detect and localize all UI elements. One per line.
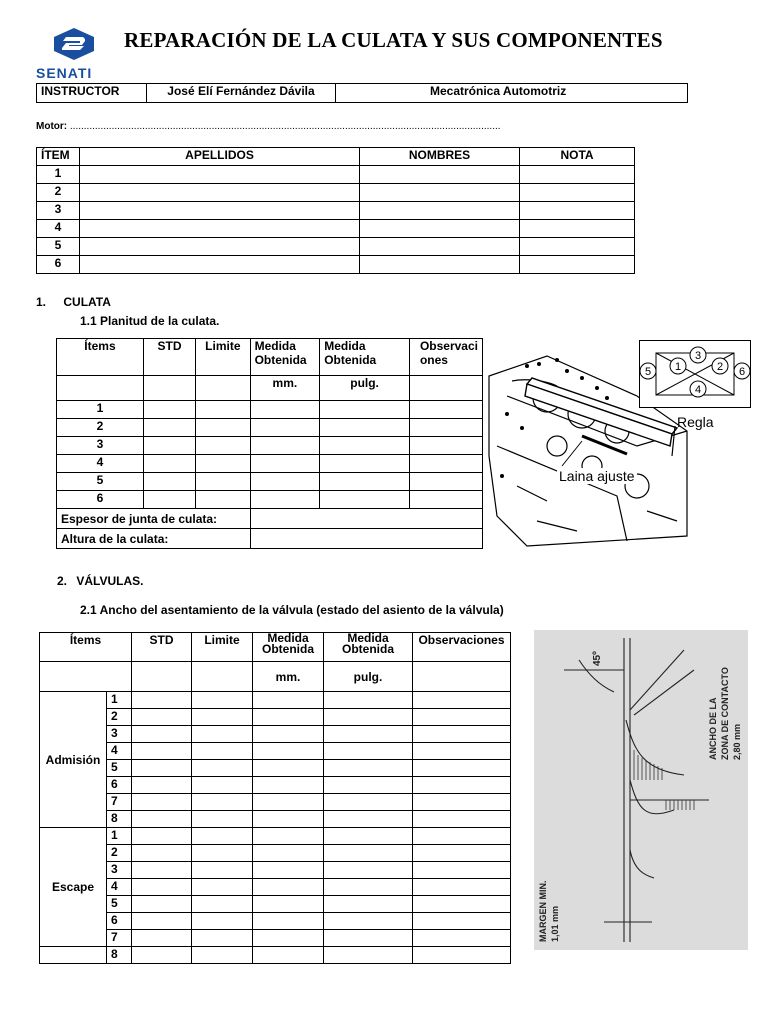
apellidos-cell[interactable] (80, 184, 360, 202)
header-item: ÍTEM (37, 148, 80, 166)
pulg-cell[interactable] (324, 726, 413, 743)
senati-logo (36, 26, 112, 81)
students-table (36, 147, 635, 274)
instructor-label: INSTRUCTOR (37, 84, 147, 103)
std-cell[interactable] (132, 896, 192, 913)
valve-number: 6 (107, 913, 132, 930)
row-number: 1 (57, 401, 144, 419)
point-3: 3 (694, 350, 702, 362)
obs-cell[interactable] (409, 455, 482, 473)
section2-subheading: 2.1 Ancho del asentamiento de la válvula (estado del asiento de la válvula) (80, 603, 504, 617)
pulg-cell[interactable] (324, 828, 413, 845)
header-apellidos: APELLIDOS (80, 148, 360, 166)
row-number: 2 (37, 184, 80, 202)
program-name: Mecatrónica Automotriz (336, 84, 688, 103)
obs-cell[interactable] (413, 947, 511, 964)
limite-cell[interactable] (196, 401, 251, 419)
valve-number: 4 (107, 743, 132, 760)
limite-cell[interactable] (196, 419, 251, 437)
senati-logo-icon (36, 26, 112, 62)
margin-label: MARGEN MIN. (538, 880, 548, 942)
std-cell[interactable] (143, 473, 195, 491)
apellidos-cell[interactable] (80, 238, 360, 256)
nota-cell[interactable] (520, 184, 635, 202)
point-4: 4 (694, 384, 702, 396)
mm-cell[interactable] (253, 726, 324, 743)
pulg-cell[interactable] (324, 811, 413, 828)
limite-cell[interactable] (192, 879, 253, 896)
pulg-cell[interactable] (324, 743, 413, 760)
std-cell[interactable] (132, 709, 192, 726)
std-cell[interactable] (143, 419, 195, 437)
obs-cell[interactable] (413, 845, 511, 862)
table-row (57, 473, 483, 491)
obs-cell[interactable] (413, 709, 511, 726)
header-observaciones: Observaciones (413, 633, 511, 662)
point-5: 5 (644, 366, 652, 378)
valvulas-table (39, 632, 511, 964)
altura-value[interactable] (250, 529, 482, 549)
obs-cell[interactable] (413, 879, 511, 896)
mm-cell[interactable] (253, 913, 324, 930)
table-row (57, 419, 483, 437)
limite-cell[interactable] (196, 491, 251, 509)
nombres-cell[interactable] (360, 220, 520, 238)
valve-number: 1 (107, 692, 132, 709)
pulg-cell[interactable] (324, 930, 413, 947)
valve-number: 1 (107, 828, 132, 845)
table-row (37, 166, 635, 184)
pulg-cell[interactable] (320, 419, 410, 437)
mm-cell[interactable] (253, 777, 324, 794)
std-cell[interactable] (132, 828, 192, 845)
pulg-cell[interactable] (320, 401, 410, 419)
std-cell[interactable] (132, 743, 192, 760)
row-number: 5 (57, 473, 144, 491)
table-row (37, 184, 635, 202)
pulg-cell[interactable] (324, 794, 413, 811)
pulg-cell[interactable] (320, 437, 410, 455)
limite-cell[interactable] (196, 473, 251, 491)
unit-pulg: pulg. (320, 376, 410, 401)
pulg-cell[interactable] (324, 760, 413, 777)
logo-text: SENATI (36, 65, 93, 81)
pulg-cell[interactable] (324, 692, 413, 709)
mm-cell[interactable] (253, 743, 324, 760)
obs-cell[interactable] (413, 726, 511, 743)
table-row (37, 256, 635, 274)
std-cell[interactable] (132, 811, 192, 828)
table-row (57, 491, 483, 509)
row-number: 5 (37, 238, 80, 256)
limite-cell[interactable] (192, 794, 253, 811)
std-cell[interactable] (132, 862, 192, 879)
table-row (37, 202, 635, 220)
limite-cell[interactable] (192, 913, 253, 930)
mm-cell[interactable] (250, 401, 320, 419)
nota-cell[interactable] (520, 256, 635, 274)
section1-subheading: 1.1 Planitud de la culata. (80, 314, 220, 328)
row-number: 3 (57, 437, 144, 455)
apellidos-cell[interactable] (80, 166, 360, 184)
section1-heading (36, 295, 111, 309)
unit-pulg: pulg. (324, 662, 413, 692)
valve-seat-illustration (534, 630, 748, 950)
pulg-cell[interactable] (320, 455, 410, 473)
valve-number: 8 (107, 811, 132, 828)
planitud-table (56, 338, 483, 549)
std-cell[interactable] (132, 692, 192, 709)
nombres-cell[interactable] (360, 184, 520, 202)
header-nombres: NOMBRES (360, 148, 520, 166)
mm-cell[interactable] (250, 419, 320, 437)
limite-cell[interactable] (192, 777, 253, 794)
mm-cell[interactable] (253, 879, 324, 896)
limite-cell[interactable] (192, 845, 253, 862)
pulg-cell[interactable] (324, 845, 413, 862)
limite-cell[interactable] (192, 896, 253, 913)
header-limite: Limite (192, 633, 253, 662)
espesor-label: Espesor de junta de culata: (57, 509, 251, 529)
header-medida-mm: Medida Obtenida (250, 339, 320, 376)
obs-cell[interactable] (413, 913, 511, 930)
contact-label-1: ANCHO DE LA (708, 697, 718, 760)
mm-cell[interactable] (250, 455, 320, 473)
mm-cell[interactable] (253, 896, 324, 913)
measurement-diagram-icon (640, 341, 750, 407)
std-cell[interactable] (132, 913, 192, 930)
page-title: REPARACIÓN DE LA CULATA Y SUS COMPONENTES (124, 28, 663, 52)
mm-cell[interactable] (253, 862, 324, 879)
valve-number: 8 (107, 947, 132, 964)
valve-number: 4 (107, 879, 132, 896)
mm-cell[interactable] (253, 930, 324, 947)
instructor-table (36, 83, 688, 103)
admision-label: Admisión (40, 692, 107, 828)
header-medida-pulg: Medida Obtenida (320, 339, 410, 376)
header-std: STD (143, 339, 195, 376)
section2-title: VÁLVULAS. (76, 574, 144, 588)
nota-cell[interactable] (520, 238, 635, 256)
std-cell[interactable] (132, 794, 192, 811)
limite-cell[interactable] (192, 709, 253, 726)
obs-cell[interactable] (409, 419, 482, 437)
obs-cell[interactable] (413, 811, 511, 828)
limite-cell[interactable] (192, 692, 253, 709)
limite-cell[interactable] (192, 743, 253, 760)
valve-number: 6 (107, 777, 132, 794)
limite-cell[interactable] (192, 828, 253, 845)
pulg-cell[interactable] (324, 709, 413, 726)
mm-cell[interactable] (253, 709, 324, 726)
valve-number: 2 (107, 845, 132, 862)
laina-label: Laina ajuste (559, 468, 635, 484)
table-row (57, 401, 483, 419)
culata-planitud-figure (487, 336, 753, 548)
point-1: 1 (674, 361, 682, 373)
contact-value: 2,80 mm (732, 723, 742, 760)
section2-number: 2. (57, 574, 68, 588)
section1-number: 1. (36, 295, 47, 309)
obs-cell[interactable] (413, 743, 511, 760)
nota-cell[interactable] (520, 166, 635, 184)
header-nota: NOTA (520, 148, 635, 166)
pulg-cell[interactable] (324, 879, 413, 896)
section1-title: CULATA (63, 295, 111, 309)
apellidos-cell[interactable] (80, 220, 360, 238)
section2-heading (57, 574, 143, 588)
header-observaciones: Observaci ones (409, 339, 482, 376)
row-number: 2 (57, 419, 144, 437)
row-number: 4 (37, 220, 80, 238)
header-items: Ítems (40, 633, 132, 662)
row-number: 1 (37, 166, 80, 184)
angle-label: 45º (592, 651, 603, 666)
header-items: Ítems (57, 339, 144, 376)
obs-cell[interactable] (409, 491, 482, 509)
valve-number: 7 (107, 794, 132, 811)
limite-cell[interactable] (196, 455, 251, 473)
valve-number: 5 (107, 760, 132, 777)
obs-cell[interactable] (413, 760, 511, 777)
row-number: 4 (57, 455, 144, 473)
obs-cell[interactable] (413, 828, 511, 845)
mm-cell[interactable] (253, 947, 324, 964)
obs-cell[interactable] (413, 777, 511, 794)
row-number: 6 (57, 491, 144, 509)
std-cell[interactable] (132, 777, 192, 794)
limite-cell[interactable] (192, 760, 253, 777)
espesor-value[interactable] (250, 509, 482, 529)
mm-cell[interactable] (253, 845, 324, 862)
obs-cell[interactable] (413, 862, 511, 879)
header-medida-pulg: Medida Obtenida (324, 633, 413, 662)
std-cell[interactable] (143, 437, 195, 455)
limite-cell[interactable] (192, 726, 253, 743)
mm-cell[interactable] (253, 760, 324, 777)
limite-cell[interactable] (192, 947, 253, 964)
mm-cell[interactable] (253, 828, 324, 845)
nombres-cell[interactable] (360, 256, 520, 274)
pulg-cell[interactable] (324, 947, 413, 964)
motor-field (36, 121, 501, 132)
escape-label: Escape (40, 828, 107, 947)
instructor-name: José Elí Fernández Dávila (147, 84, 336, 103)
nota-cell[interactable] (520, 220, 635, 238)
limite-cell[interactable] (196, 437, 251, 455)
apellidos-cell[interactable] (80, 256, 360, 274)
row-number: 6 (37, 256, 80, 274)
pulg-cell[interactable] (324, 777, 413, 794)
table-row (37, 220, 635, 238)
table-row (57, 437, 483, 455)
motor-line: ........................................................................................................................................................... (69, 121, 501, 132)
mm-cell[interactable] (253, 811, 324, 828)
std-cell[interactable] (132, 726, 192, 743)
valve-number: 7 (107, 930, 132, 947)
nombres-cell[interactable] (360, 238, 520, 256)
mm-cell[interactable] (250, 473, 320, 491)
header-std: STD (132, 633, 192, 662)
std-cell[interactable] (143, 455, 195, 473)
obs-cell[interactable] (413, 930, 511, 947)
obs-cell[interactable] (409, 473, 482, 491)
limite-cell[interactable] (192, 862, 253, 879)
point-2: 2 (716, 361, 724, 373)
std-cell[interactable] (132, 760, 192, 777)
std-cell[interactable] (132, 947, 192, 964)
pulg-cell[interactable] (324, 913, 413, 930)
std-cell[interactable] (132, 930, 192, 947)
std-cell[interactable] (132, 845, 192, 862)
motor-label: Motor: (36, 121, 68, 132)
header-medida-mm: Medida Obtenida (253, 633, 324, 662)
pulg-cell[interactable] (320, 473, 410, 491)
regla-label: Regla (677, 414, 714, 430)
table-row (57, 455, 483, 473)
obs-cell[interactable] (413, 896, 511, 913)
margin-value: 1,01 mm (550, 905, 560, 942)
limite-cell[interactable] (192, 930, 253, 947)
unit-mm: mm. (253, 662, 324, 692)
mm-cell[interactable] (253, 692, 324, 709)
pulg-cell[interactable] (324, 896, 413, 913)
altura-label: Altura de la culata: (57, 529, 251, 549)
std-cell[interactable] (143, 491, 195, 509)
valve-number: 3 (107, 726, 132, 743)
valve-number: 3 (107, 862, 132, 879)
nombres-cell[interactable] (360, 202, 520, 220)
contact-label-2: ZONA DE CONTACTO (720, 667, 730, 760)
std-cell[interactable] (143, 401, 195, 419)
table-row (37, 238, 635, 256)
mm-cell[interactable] (250, 491, 320, 509)
nombres-cell[interactable] (360, 166, 520, 184)
std-cell[interactable] (132, 879, 192, 896)
mm-cell[interactable] (253, 794, 324, 811)
point-6: 6 (738, 366, 746, 378)
obs-cell[interactable] (413, 794, 511, 811)
obs-cell[interactable] (413, 692, 511, 709)
pulg-cell[interactable] (324, 862, 413, 879)
nota-cell[interactable] (520, 202, 635, 220)
valve-number: 2 (107, 709, 132, 726)
mm-cell[interactable] (250, 437, 320, 455)
valve-number: 5 (107, 896, 132, 913)
limite-cell[interactable] (192, 811, 253, 828)
obs-cell[interactable] (409, 437, 482, 455)
apellidos-cell[interactable] (80, 202, 360, 220)
valve-seat-figure (534, 630, 748, 950)
measurement-points-diagram (639, 340, 751, 408)
row-number: 3 (37, 202, 80, 220)
pulg-cell[interactable] (320, 491, 410, 509)
unit-mm: mm. (250, 376, 320, 401)
header-limite: Limite (196, 339, 251, 376)
obs-cell[interactable] (409, 401, 482, 419)
